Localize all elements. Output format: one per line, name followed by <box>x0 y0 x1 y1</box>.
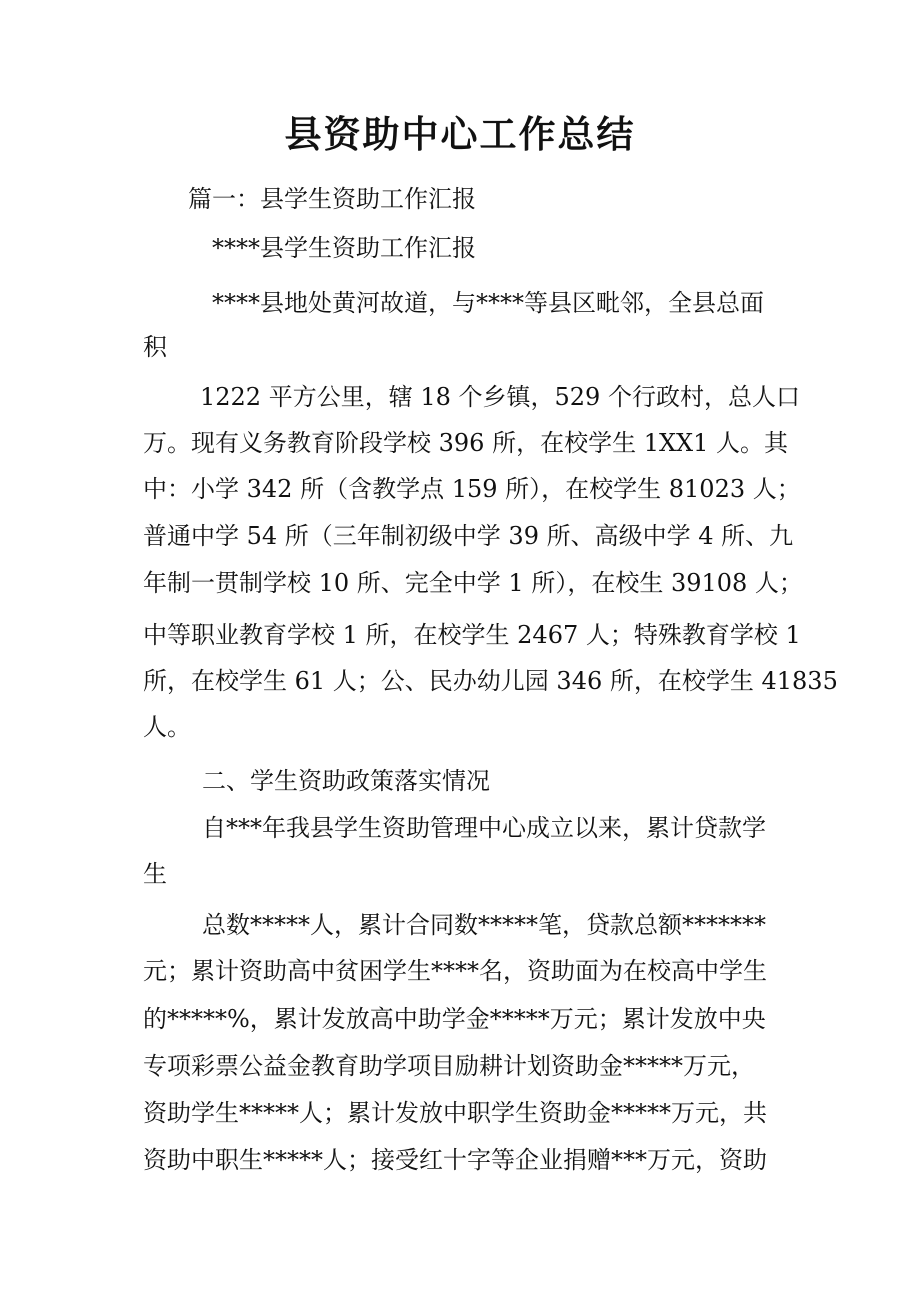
paragraph-line: 生 <box>143 860 167 888</box>
section-heading: 篇一：县学生资助工作汇报 <box>188 185 476 213</box>
paragraph-line: 人。 <box>143 713 191 741</box>
document-title: 县资助中心工作总结 <box>284 113 636 156</box>
paragraph-line: 专项彩票公益金教育助学项目励耕计划资助金*****万元， <box>143 1052 755 1080</box>
paragraph-line: 资助中职生*****人；接受红十字等企业捐赠***万元，资助 <box>143 1146 767 1174</box>
paragraph-line: 积 <box>143 333 167 361</box>
paragraph-line: 资助学生*****人；累计发放中职学生资助金*****万元，共 <box>143 1099 767 1127</box>
subtitle: ****县学生资助工作汇报 <box>212 234 476 262</box>
paragraph-line: 万。现有义务教育阶段学校 396 所，在校学生 1XX1 人。其 <box>143 429 789 457</box>
paragraph-line: 年制一贯制学校 10 所、完全中学 1 所），在校生 39108 人； <box>143 569 803 597</box>
paragraph-line: 1222 平方公里，辖 18 个乡镇，529 个行政村，总人口 <box>200 383 800 411</box>
paragraph-line: 中等职业教育学校 1 所，在校学生 2467 人；特殊教育学校 1 <box>143 621 801 649</box>
paragraph-line: 的*****%，累计发放高中助学金*****万元；累计发放中央 <box>143 1005 766 1033</box>
paragraph-line: 自***年我县学生资助管理中心成立以来，累计贷款学 <box>202 814 766 842</box>
paragraph-line: 普通中学 54 所（三年制初级中学 39 所、高级中学 4 所、九 <box>143 522 794 550</box>
paragraph-line: 元；累计资助高中贫困学生****名，资助面为在校高中学生 <box>143 957 767 985</box>
paragraph-line: 总数*****人，累计合同数*****笔，贷款总额******* <box>202 911 766 939</box>
paragraph-line: ****县地处黄河故道，与****等县区毗邻，全县总面 <box>212 289 764 317</box>
paragraph-line: 所，在校学生 61 人；公、民办幼儿园 346 所，在校学生 41835 <box>143 667 838 695</box>
section-heading: 二、学生资助政策落实情况 <box>202 767 490 795</box>
paragraph-line: 中：小学 342 所（含教学点 159 所），在校学生 81023 人； <box>143 475 801 503</box>
